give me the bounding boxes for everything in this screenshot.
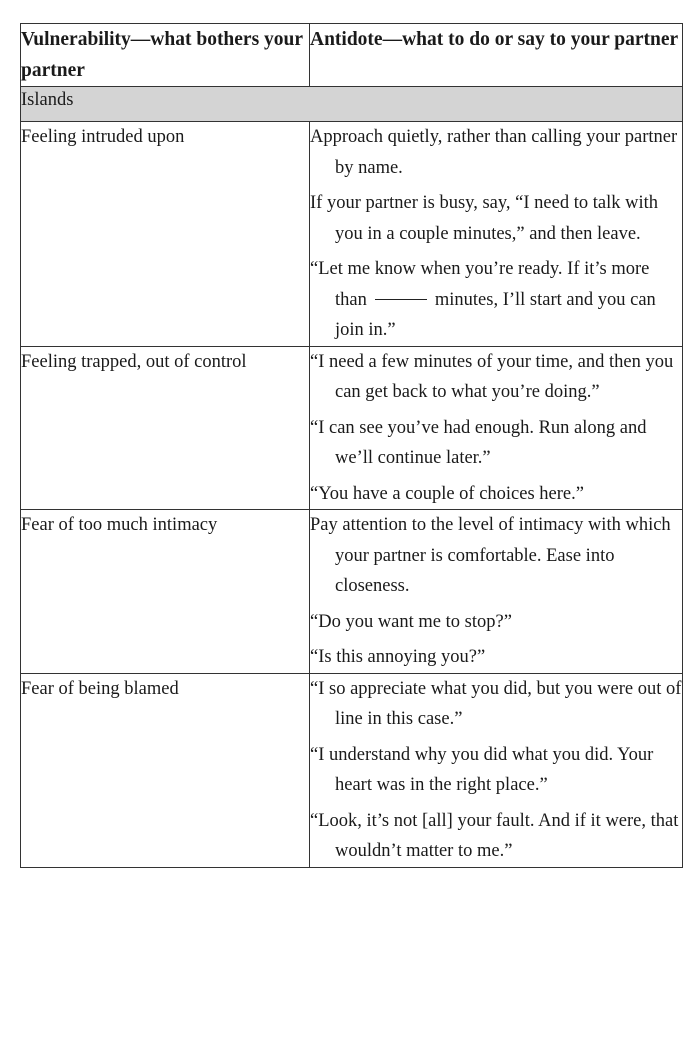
- antidote-item: “Look, it’s not [all] your fault. And if it were, that wouldn’t matter to me.”: [310, 810, 679, 861]
- table-row: [21, 122, 683, 347]
- antidote-item: “I so appreciate what you did, but you were out of line in this case.”: [310, 678, 682, 729]
- antidote-item: [310, 254, 682, 346]
- antidote-item: Approach quietly, rather than calling your partner by name.: [310, 127, 678, 178]
- antidote-text-before-blank: “Let me know when you’re ready. If it’s more than: [310, 259, 650, 310]
- antidote-text-after-blank: minutes, I’ll start and you can join in.”: [335, 289, 656, 340]
- header-row: [21, 24, 683, 87]
- antidote-cell: [310, 122, 683, 347]
- vulnerability-antidote-table: [20, 23, 683, 868]
- table-row: [21, 673, 683, 867]
- section-label: Islands: [21, 87, 683, 122]
- antidote-cell: [310, 673, 683, 867]
- antidote-item: “I need a few minutes of your time, and then you can get back to what you’re doing.”: [310, 351, 674, 402]
- table-row: [21, 346, 683, 510]
- vulnerability-cell: Feeling intruded upon: [21, 122, 310, 347]
- section-row: [21, 87, 683, 122]
- vulnerability-cell: Fear of too much intimacy: [21, 510, 310, 674]
- antidote-item: “I understand why you did what you did. Your heart was in the right place.”: [310, 744, 654, 795]
- antidote-cell: [310, 346, 683, 510]
- antidote-item: Pay attention to the level of intimacy with which your partner is comfortable. Ease into closeness.: [310, 515, 671, 596]
- antidote-item: “Do you want me to stop?”: [310, 611, 512, 632]
- antidote-item: If your partner is busy, say, “I need to talk with you in a couple minutes,” and then leave.: [310, 193, 658, 244]
- table-row: [21, 510, 683, 674]
- antidote-item: “I can see you’ve had enough. Run along and we’ll continue later.”: [310, 417, 647, 468]
- header-vulnerability: Vulnerability—what bothers your partner: [21, 24, 310, 87]
- fill-in-blank: [375, 299, 427, 300]
- antidote-item: “Is this annoying you?”: [310, 647, 486, 667]
- antidote-item: “You have a couple of choices here.”: [310, 483, 584, 504]
- vulnerability-cell: Feeling trapped, out of control: [21, 346, 310, 510]
- vulnerability-cell: Fear of being blamed: [21, 673, 310, 867]
- antidote-cell: [310, 510, 683, 674]
- header-antidote: Antidote—what to do or say to your partner: [310, 24, 683, 87]
